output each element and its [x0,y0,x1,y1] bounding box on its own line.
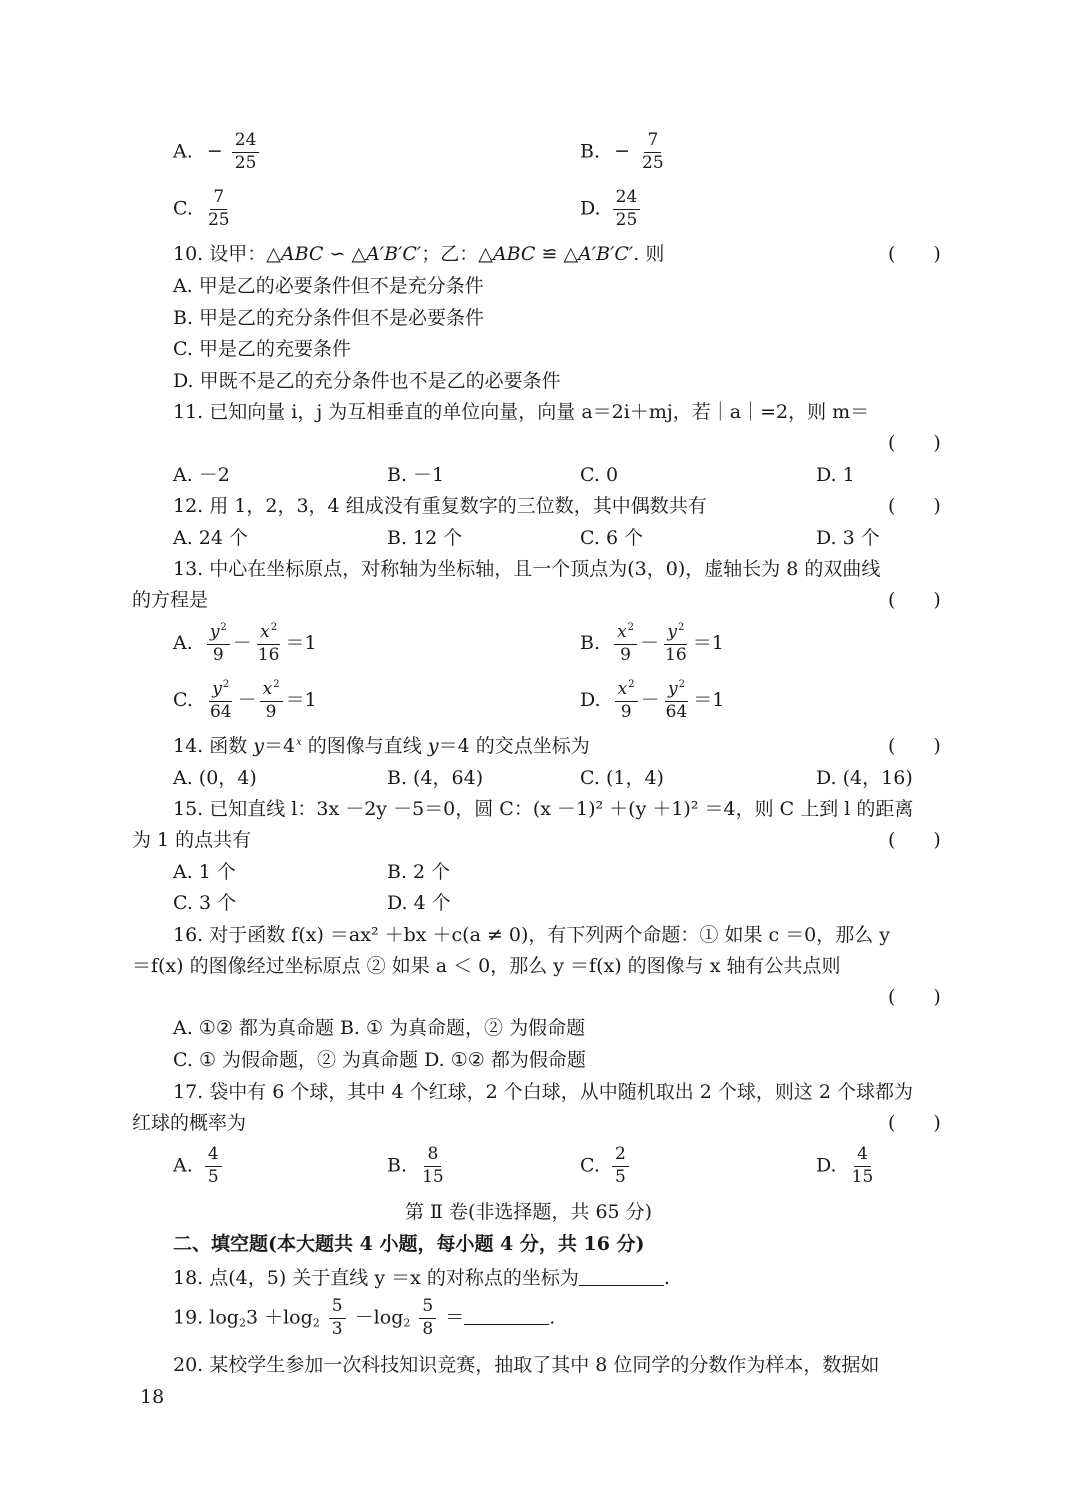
q10-answer-paren: ( ) [888,243,941,265]
q13-stem-line2: 的方程是 [132,589,209,611]
q16-stem-line2: ＝f(x) 的图像经过坐标原点 ② 如果 a ＜ 0，那么 y ＝f(x) 的图像与 x 轴有公共点则 [132,955,841,977]
q16-options-ab: A. ①② 都为真命题 B. ① 为真命题，② 为假命题 [173,1017,586,1039]
q13-answer-paren: ( ) [888,589,941,611]
q17-stem-line2: 红球的概率为 [132,1112,247,1134]
q12-answer-paren: ( ) [888,495,941,517]
q19-stem: 19. $\log_23 +\log_2$ $\frac{5}{3}$ $-\log_2$ $\frac{5}{8}$ ＝ . [173,1296,556,1339]
q9-option-c: C. $\frac{7}{25}$ [173,187,230,230]
q15-option-d: D. 4 个 [387,892,451,914]
q15-option-c: C. 3 个 [173,892,237,914]
page-number: 18 [140,1386,165,1408]
q17-option-a: A. $\frac{4}{5}$ [173,1146,225,1187]
q18-answer-blank[interactable] [579,1267,664,1286]
q11-stem: 11. 已知向量 i，j 为互相垂直的单位向量，向量 a＝2i＋mj，若｜a｜=2，则 m＝ [173,401,870,423]
q11-option-d: D. 1 [816,464,855,486]
q20-stem: 20. 某校学生参加一次科技知识竞赛，抽取了其中 8 位同学的分数作为样本，数据如 [173,1354,880,1376]
q14-option-a: A. (0，4) [173,767,257,789]
q17-option-c: C. $\frac{2}{5}$ [580,1146,632,1187]
q15-answer-paren: ( ) [888,829,941,851]
q12-option-d: D. 3 个 [816,527,880,549]
q14-option-c: C. (1，4) [580,767,664,789]
q19-answer-blank[interactable] [464,1306,549,1325]
q12-stem: 12. 用 1，2，3，4 组成没有重复数字的三位数，其中偶数共有 [173,495,707,517]
q16-options-cd: C. ① 为假命题，② 为真命题 D. ①② 都为假命题 [173,1049,586,1071]
q9-option-b: B. − $\frac{7}{25}$ [580,130,664,173]
q16-stem-line1: 16. 对于函数 f(x) ＝ax² ＋bx ＋c(a ≠ 0)，有下列两个命题：① 如果 c ＝0，那么 y [173,924,891,946]
q10-option-a: A. 甲是乙的必要条件但不是充分条件 [173,275,484,297]
q11-option-c: C. 0 [580,464,619,486]
q11-answer-paren: ( ) [888,432,941,454]
q14-option-d: D. (4，16) [816,767,913,789]
q15-stem-line2: 为 1 的点共有 [132,829,252,851]
q13-option-b: B. $\frac{x^2}{9}$ － $\frac{y^2}{16}$ ＝1 [580,622,724,665]
fill-in-heading: 二、填空题(本大题共 4 小题，每小题 4 分，共 16 分) [173,1233,645,1255]
q14-stem: 14. 函数 $y=4^x$ 的图像与直线 y＝4 的交点坐标为 [173,735,590,757]
section-2-title: 第 Ⅱ 卷(非选择题，共 65 分) [405,1201,653,1223]
q10-option-c: C. 甲是乙的充要条件 [173,338,351,360]
q17-option-b: B. $\frac{8}{15}$ [387,1144,444,1187]
q10-option-d: D. 甲既不是乙的充分条件也不是乙的必要条件 [173,370,561,392]
q9-option-d: D. $\frac{24}{25}$ [580,189,643,230]
q17-answer-paren: ( ) [888,1112,941,1134]
q12-option-c: C. 6 个 [580,527,644,549]
q15-option-b: B. 2 个 [387,861,451,883]
q10-stem: 10. 设甲：△ABC ∽ △A′B′C′；乙：△ABC ≌ △A′B′C′. 则 [173,243,665,265]
q10-option-b: B. 甲是乙的充分条件但不是必要条件 [173,307,485,329]
q9-option-a: A. − $\frac{24}{25}$ [173,132,262,173]
q11-option-a: A. －2 [173,464,230,486]
q13-option-c: C. $\frac{y^2}{64}$ － $\frac{x^2}{9}$ ＝1 [173,679,317,722]
q14-option-b: B. (4，64) [387,767,484,789]
q12-option-a: A. 24 个 [173,527,249,549]
q15-stem-line1: 15. 已知直线 l：3x －2y －5＝0，圆 C：(x －1)² ＋(y ＋1)² ＝4，则 C 上到 l 的距离 [173,798,914,820]
q14-answer-paren: ( ) [888,735,941,757]
q18-stem: 18. 点(4，5) 关于直线 y ＝x 的对称点的坐标为 . [173,1267,670,1289]
q13-option-d: D. $\frac{x^2}{9}$ － $\frac{y^2}{64}$ ＝1 [580,679,725,722]
q13-stem-line1: 13. 中心在坐标原点，对称轴为坐标轴，且一个顶点为(3，0)，虚轴长为 8 的双曲线 [173,558,881,580]
q17-stem-line1: 17. 袋中有 6 个球，其中 4 个红球，2 个白球，从中随机取出 2 个球，则这 2 个球都为 [173,1081,914,1103]
q13-option-a: A. $\frac{y^2}{9}$ － $\frac{x^2}{16}$ ＝1 [173,622,317,665]
q16-answer-paren: ( ) [888,986,941,1008]
q11-option-b: B. －1 [387,464,445,486]
q17-option-d: D. $\frac{4}{15}$ [816,1144,874,1187]
q15-option-a: A. 1 个 [173,861,236,883]
q12-option-b: B. 12 个 [387,527,463,549]
